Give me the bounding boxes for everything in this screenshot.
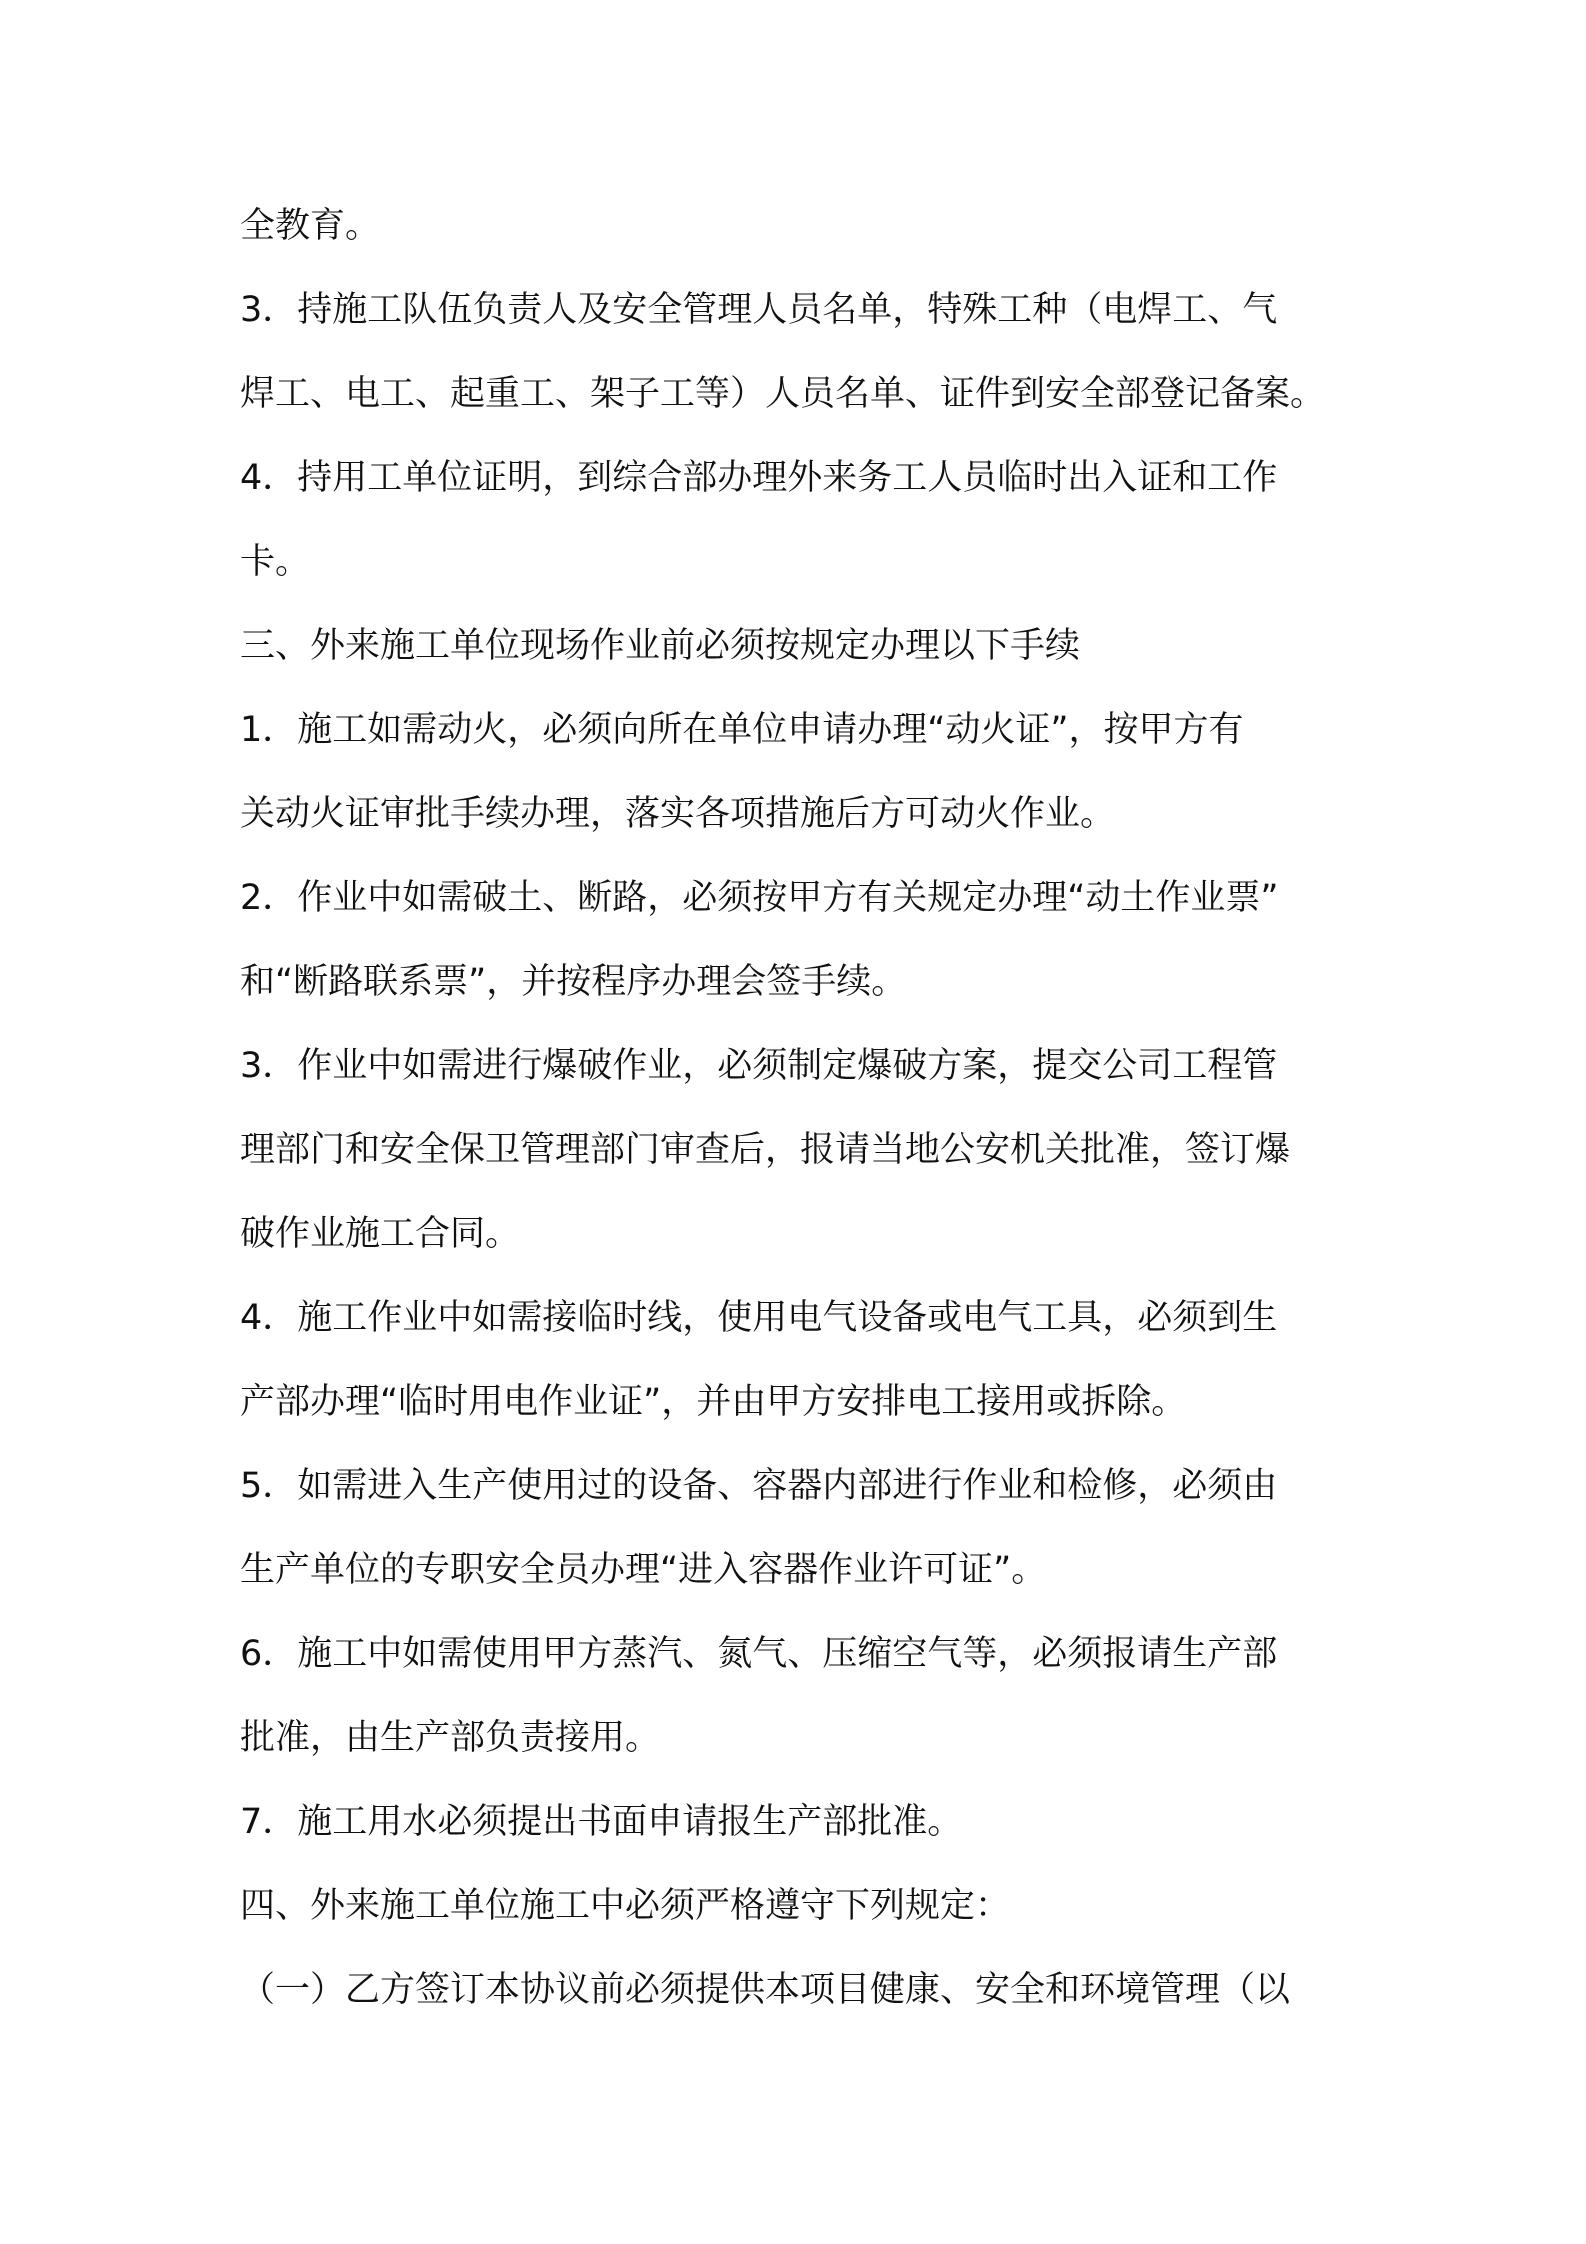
text-line-14: 4．施工作业中如需接临时线，使用电气设备或电气工具，必须到生 [240, 1298, 1278, 1338]
text-line-1: 全教育。 [240, 206, 381, 246]
text-line-15: 产部办理“临时用电作业证”，并由甲方安排电工接用或拆除。 [240, 1382, 1187, 1422]
text-line-17: 生产单位的专职安全员办理“进入容器作业许可证”。 [240, 1550, 1047, 1590]
text-line-16: 5．如需进入生产使用过的设备、容器内部进行作业和检修，必须由 [240, 1466, 1278, 1506]
text-line-19: 批准，由生产部负责接用。 [240, 1718, 661, 1758]
text-line-13: 破作业施工合同。 [240, 1214, 521, 1254]
text-line-8: 关动火证审批手续办理，落实各项措施后方可动火作业。 [240, 794, 1116, 834]
text-line-20: 7．施工用水必须提出书面申请报生产部批准。 [240, 1802, 963, 1842]
section-heading-3: 三、外来施工单位现场作业前必须按规定办理以下手续 [240, 626, 1081, 666]
text-line-2: 3．持施工队伍负责人及安全管理人员名单，特殊工种（电焊工、气 [240, 290, 1278, 330]
text-line-4: 4．持用工单位证明，到综合部办理外来务工人员临时出入证和工作 [240, 458, 1278, 498]
text-line-3: 焊工、电工、起重工、架子工等）人员名单、证件到安全部登记备案。 [240, 374, 1326, 414]
text-line-5: 卡。 [240, 542, 311, 582]
section-heading-4: 四、外来施工单位施工中必须严格遵守下列规定： [240, 1886, 1011, 1926]
text-line-22: （一）乙方签订本协议前必须提供本项目健康、安全和环境管理（以 [240, 1970, 1291, 2010]
text-line-10: 和“断路联系票”，并按程序办理会签手续。 [240, 962, 907, 1002]
text-line-7: 1．施工如需动火，必须向所在单位申请办理“动火证”，按甲方有 [240, 710, 1244, 750]
text-line-12: 理部门和安全保卫管理部门审查后，报请当地公安机关批准，签订爆 [240, 1130, 1291, 1170]
text-line-11: 3．作业中如需进行爆破作业，必须制定爆破方案，提交公司工程管 [240, 1046, 1278, 1086]
text-line-18: 6．施工中如需使用甲方蒸汽、氮气、压缩空气等，必须报请生产部 [240, 1634, 1278, 1674]
text-line-9: 2．作业中如需破土、断路，必须按甲方有关规定办理“动土作业票” [240, 878, 1279, 918]
